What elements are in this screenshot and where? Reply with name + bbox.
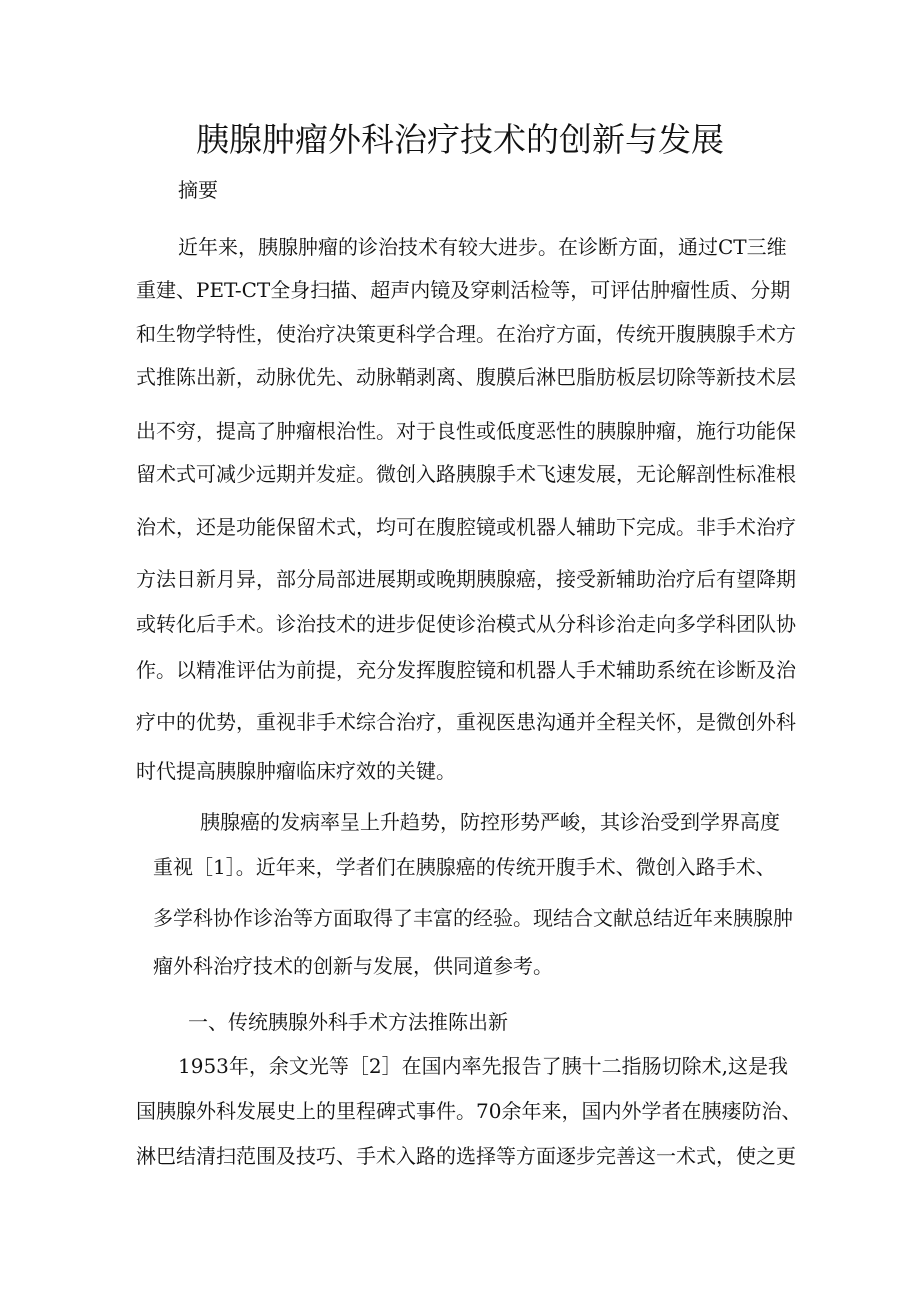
section-line: 国胰腺外科发展史上的里程碑式事件。70余年来，国内外学者在胰瘘防治、 [136, 1099, 802, 1123]
document-title: 胰腺肿瘤外科治疗技术的创新与发展 [196, 120, 724, 159]
section-line: 淋巴结清扫范围及技巧、手术入路的选择等方面逐步完善这一术式，使之更 [136, 1144, 796, 1168]
abstract-line: 或转化后手术。诊治技术的进步促使诊治模式从分科诊治走向多学科团队协 [136, 612, 796, 636]
abstract-line: 式推陈出新，动脉优先、动脉鞘剥离、腹膜后淋巴脂肪板层切除等新技术层 [136, 365, 796, 389]
abstract-line: 治术，还是功能保留术式，均可在腹腔镜或机器人辅助下完成。非手术治疗 [136, 515, 796, 539]
abstract-line: 方法日新月异，部分局部进展期或晚期胰腺癌，接受新辅助治疗后有望降期 [136, 567, 796, 591]
section-line: 1953年，余文光等［2］在国内率先报告了胰十二指肠切除术,这是我 [178, 1054, 788, 1078]
abstract-line: 重建、PET-CT全身扫描、超声内镜及穿刺活检等，可评估肿瘤性质、分期 [136, 278, 791, 302]
abstract-heading: 摘要 [178, 178, 218, 202]
abstract-line: 出不穷，提高了肿瘤根治性。对于良性或低度恶性的胰腺肿瘤，施行功能保 [136, 419, 796, 443]
intro-line: 胰腺癌的发病率呈上升趋势，防控形势严峻，其诊治受到学界高度 [200, 810, 780, 834]
abstract-line: 留术式可减少远期并发症。微创入路胰腺手术飞速发展，无论解剖性标准根 [136, 462, 796, 486]
abstract-line: 作。以精准评估为前提，充分发挥腹腔镜和机器人手术辅助系统在诊断及治 [136, 658, 796, 682]
intro-line: 多学科协作诊治等方面取得了丰富的经验。现结合文献总结近年来胰腺肿 [153, 906, 793, 930]
intro-line: 瘤外科治疗技术的创新与发展，供同道参考。 [153, 954, 553, 978]
abstract-line: 和生物学特性，使治疗决策更科学合理。在治疗方面，传统开腹胰腺手术方 [136, 322, 796, 346]
abstract-line: 时代提高胰腺肿瘤临床疗效的关键。 [136, 759, 456, 783]
abstract-line: 近年来，胰腺肿瘤的诊治技术有较大进步。在诊断方面，通过CT三维 [178, 235, 787, 259]
intro-line: 重视［1］。近年来，学者们在胰腺癌的传统开腹手术、微创入路手术、 [153, 855, 776, 879]
abstract-line: 疗中的优势，重视非手术综合治疗，重视医患沟通并全程关怀，是微创外科 [136, 710, 796, 734]
section-heading: 一、传统胰腺外科手术方法推陈出新 [188, 1010, 508, 1034]
